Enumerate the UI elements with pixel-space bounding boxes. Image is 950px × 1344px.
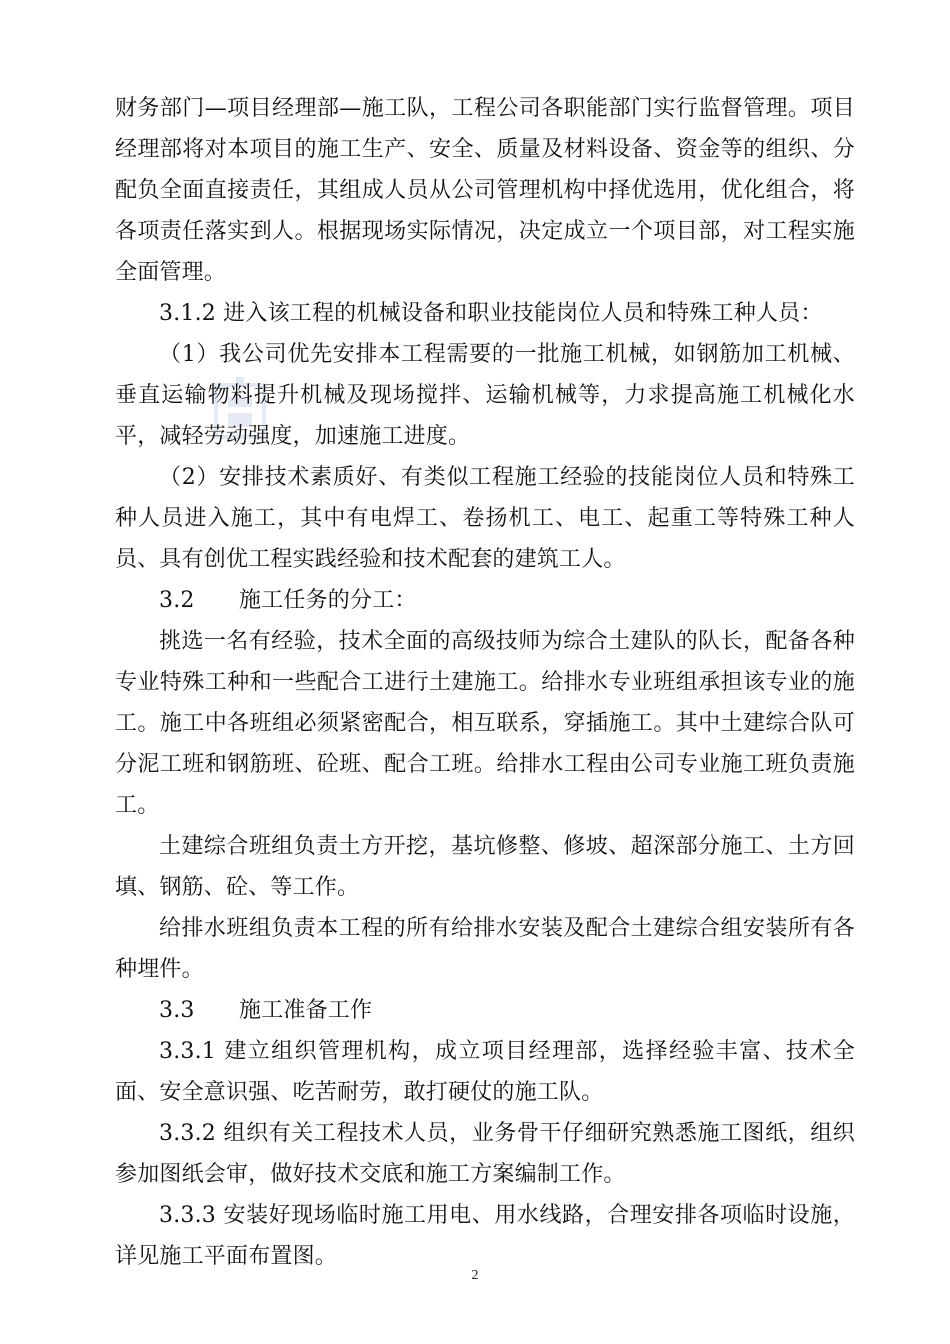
paragraph-3-3-2: 3.3.2 组织有关工程技术人员，业务骨干仔细研究熟悉施工图纸，组织参加图纸会审，做好技术交底和施工方案编制工作。 xyxy=(115,1121,855,1187)
paragraph-task-division: 挑选一名有经验，技术全面的高级技师为综合土建队的队长，配备各种专业特殊工种和一些配合工进行土建施工。给排水专业班组承担该专业的施工。施工中各班组必须紧密配合，相互联系，穿插施工。其中土建综合队可分泥工班和钢筋班、砼班、配合工班。给排水工程由公司专业施工班负责施工。 xyxy=(115,629,855,818)
page-number: 2 xyxy=(471,1268,479,1283)
paragraph-3-3-3: 3.3.3 安装好现场临时施工用电、用水线路，合理安排各项临时设施，详见施工平面布置图。 xyxy=(115,1203,855,1269)
paragraph-plumbing-team: 给排水班组负责本工程的所有给排水安装及配合土建综合组安装所有各种埋件。 xyxy=(115,916,855,982)
paragraph-heading-3-3: 3.3 施工准备工作 xyxy=(159,998,373,1023)
paragraph-item-2: （2）安排技术素质好、有类似工程施工经验的技能岗位人员和特殊工种人员进入施工，其中有电焊工、卷扬机工、电工、起重工等特殊工种人员、具有创优工程实践经验和技术配套的建筑工人。 xyxy=(115,465,855,572)
paragraph-1: 财务部门—项目经理部—施工队，工程公司各职能部门实行监督管理。项目经理部将对本项目的施工生产、安全、质量及材料设备、资金等的组织、分配负全面直接责任，其组成人员从公司管理机构中择优选用，优化组合，将各项责任落实到人。根据现场实际情况，决定成立一个项目部，对工程实施全面管理。 xyxy=(115,96,855,285)
paragraph-heading-3-1-2: 3.1.2 进入该工程的机械设备和职业技能岗位人员和特殊工种人员： xyxy=(159,301,823,326)
paragraph-heading-3-2: 3.2 施工任务的分工： xyxy=(159,588,417,613)
paragraph-civil-team: 土建综合班组负责土方开挖，基坑修整、修坡、超深部分施工、土方回填、钢筋、砼、等工作。 xyxy=(115,834,855,900)
paragraph-3-3-1: 3.3.1 建立组织管理机构，成立项目经理部，选择经验丰富、技术全面、安全意识强、吃苦耐劳，敢打硬仗的施工队。 xyxy=(115,1039,855,1105)
paragraph-item-1: （1）我公司优先安排本工程需要的一批施工机械，如钢筋加工机械、垂直运输物料提升机械及现场搅拌、运输机械等，力求提高施工机械化水平，减轻劳动强度，加速施工进度。 xyxy=(115,342,855,449)
document-body xyxy=(115,88,855,1277)
